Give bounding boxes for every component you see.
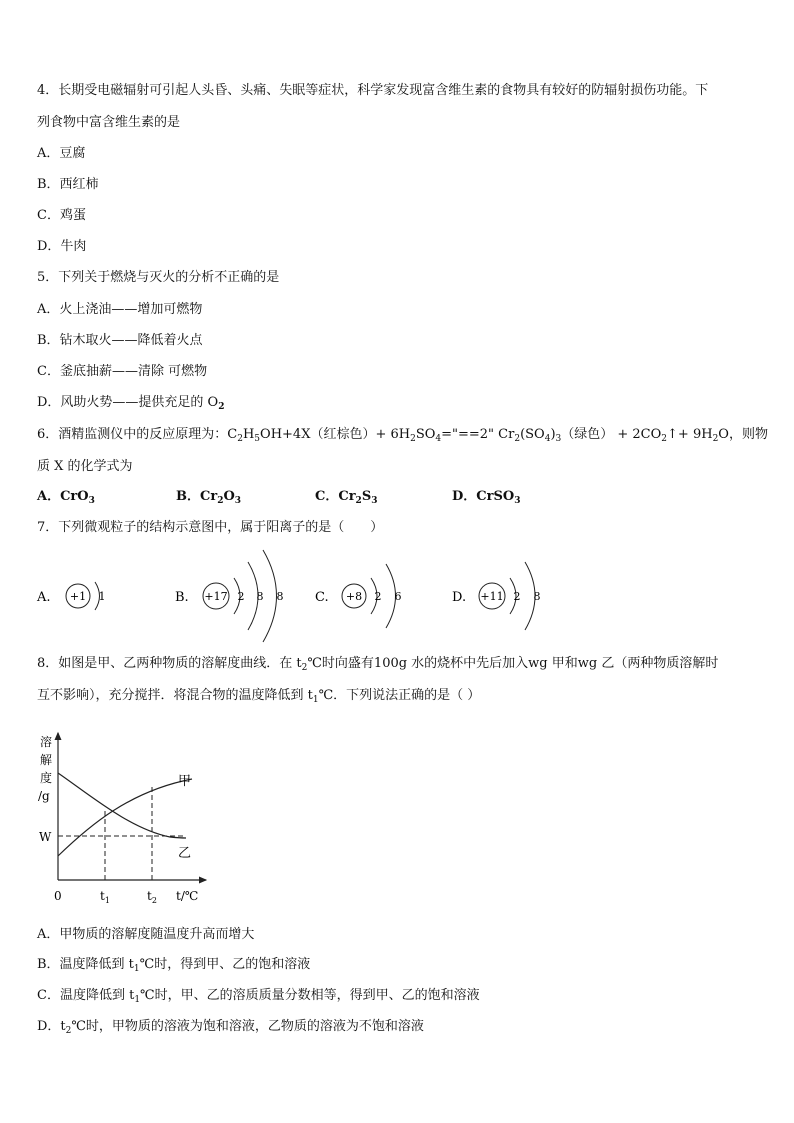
q5-stem: 5．下列关于燃烧与灭火的分析不正确的是 (37, 270, 280, 285)
q8-option-a: A．甲物质的溶解度随温度升高而增大 (37, 927, 255, 942)
q6-stem-line1: 6．酒精监测仪中的反应原理为：$C_2H_5OH+4X$（红棕色）+ $6H_2SO_4="==2$" $Cr_2(SO_4)_3$（绿色） + $2CO_2↑+ 9H_2O$，则物 (37, 427, 768, 444)
q4-option-d: D．牛肉 (37, 239, 87, 254)
q4-option-a: A．豆腐 (37, 146, 86, 161)
q7-d-shell-2-count: 8 (533, 590, 541, 603)
q8-origin-label: 0 (54, 889, 62, 903)
q8-ylabel-4: /g (38, 789, 50, 803)
q8-option-c: C．温度降低到 $t_1℃$时，甲、乙的溶质质量分数相等，得到甲、乙的饱和溶液 (37, 988, 480, 1005)
q7-option-c-label: C. (315, 590, 329, 605)
q7-option-a (36, 582, 106, 610)
q7-b-shell-2-count: 8 (256, 590, 264, 603)
q7-d-shell-1-count: 2 (513, 590, 521, 603)
q8-stem-line2: 互不影响），充分搅拌．将混合物的温度降低到 $t_1℃$．下列说法正确的是（ ） (37, 688, 481, 705)
q7-a-shell-1-count: 1 (98, 590, 106, 603)
q7-b-shell-3-count: 8 (276, 590, 284, 603)
q8-option-b: B．温度降低到 $t_1℃$时，得到甲、乙的饱和溶液 (37, 957, 311, 974)
q8-ylabel-2: 解 (40, 753, 53, 767)
q5-option-a: A．火上浇油——增加可燃物 (37, 302, 203, 317)
q7-atom-diagrams (0, 548, 794, 648)
q7-option-c (315, 564, 402, 628)
q8-t1-label: $t_1$ (100, 889, 110, 905)
q8-curve-jia-label: 甲 (178, 774, 192, 789)
q7-d-charge: +11 (480, 590, 504, 603)
q7-b-shell-1-count: 2 (237, 590, 245, 603)
q7-b-charge: +17 (204, 590, 228, 603)
q4-option-c: C．鸡蛋 (37, 208, 86, 223)
q7-option-b (175, 550, 284, 642)
q8-ylabel-3: 度 (40, 771, 53, 785)
q8-option-d: D．$t_2℃$时，甲物质的溶液为饱和溶液，乙物质的溶液为不饱和溶液 (37, 1019, 424, 1036)
q5-option-b: B．钻木取火——降低着火点 (37, 333, 203, 348)
q7-b-shell-3 (263, 550, 277, 642)
q8-t2-label: $t_2$ (147, 889, 157, 905)
q4-option-b: B．西红柿 (37, 177, 99, 192)
q5-option-d: D．风助火势——提供充足的 $O_2$ (37, 395, 225, 412)
q6-option-a: A．CrO$_3$ (37, 489, 95, 506)
q5-option-c: C．釜底抽薪——清除 可燃物 (37, 364, 208, 379)
q7-option-b-label: B. (175, 590, 189, 605)
q7-option-a-label: A. (37, 590, 51, 605)
q7-option-d (452, 562, 541, 630)
q7-a-charge: +1 (69, 590, 87, 603)
q6-option-c: C．$Cr_2S_3$ (315, 489, 378, 506)
q4-stem-line1: 4．长期受电磁辐射可引起人头昏、头痛、失眠等症状，科学家发现富含维生素的食物具有较好的防辐射损伤功能。下 (37, 83, 709, 98)
q6-option-d: D．CrSO$_3$ (452, 489, 521, 506)
q8-curve-jia (58, 779, 192, 856)
q7-option-d-label: D. (452, 590, 467, 605)
q7-stem: 7．下列微观粒子的结构示意图中，属于阳离子的是（ ） (37, 520, 384, 535)
q8-stem-line1: 8．如图是甲、乙两种物质的溶解度曲线．在 $t_2℃$时向盛有100g 水的烧杯中先后加入wg 甲和wg 乙（两种物质溶解时 (37, 656, 719, 673)
q4-stem-line2: 列食物中富含维生素的是 (37, 115, 181, 130)
q7-c-shell-2-count: 6 (394, 590, 402, 603)
q6-option-b: B．$Cr_2O_3$ (176, 489, 242, 506)
q7-c-shell-1-count: 2 (374, 590, 382, 603)
q8-ylabel-1: 溶 (40, 735, 53, 749)
q8-curve-yi-label: 乙 (178, 846, 192, 861)
q6-stem-line2: 质 X 的化学式为 (37, 459, 133, 474)
q8-w-label: W (39, 830, 52, 844)
q7-c-charge: +8 (345, 590, 363, 603)
q8-xlabel: t/℃ (176, 889, 199, 903)
q8-solubility-graph (30, 725, 220, 910)
